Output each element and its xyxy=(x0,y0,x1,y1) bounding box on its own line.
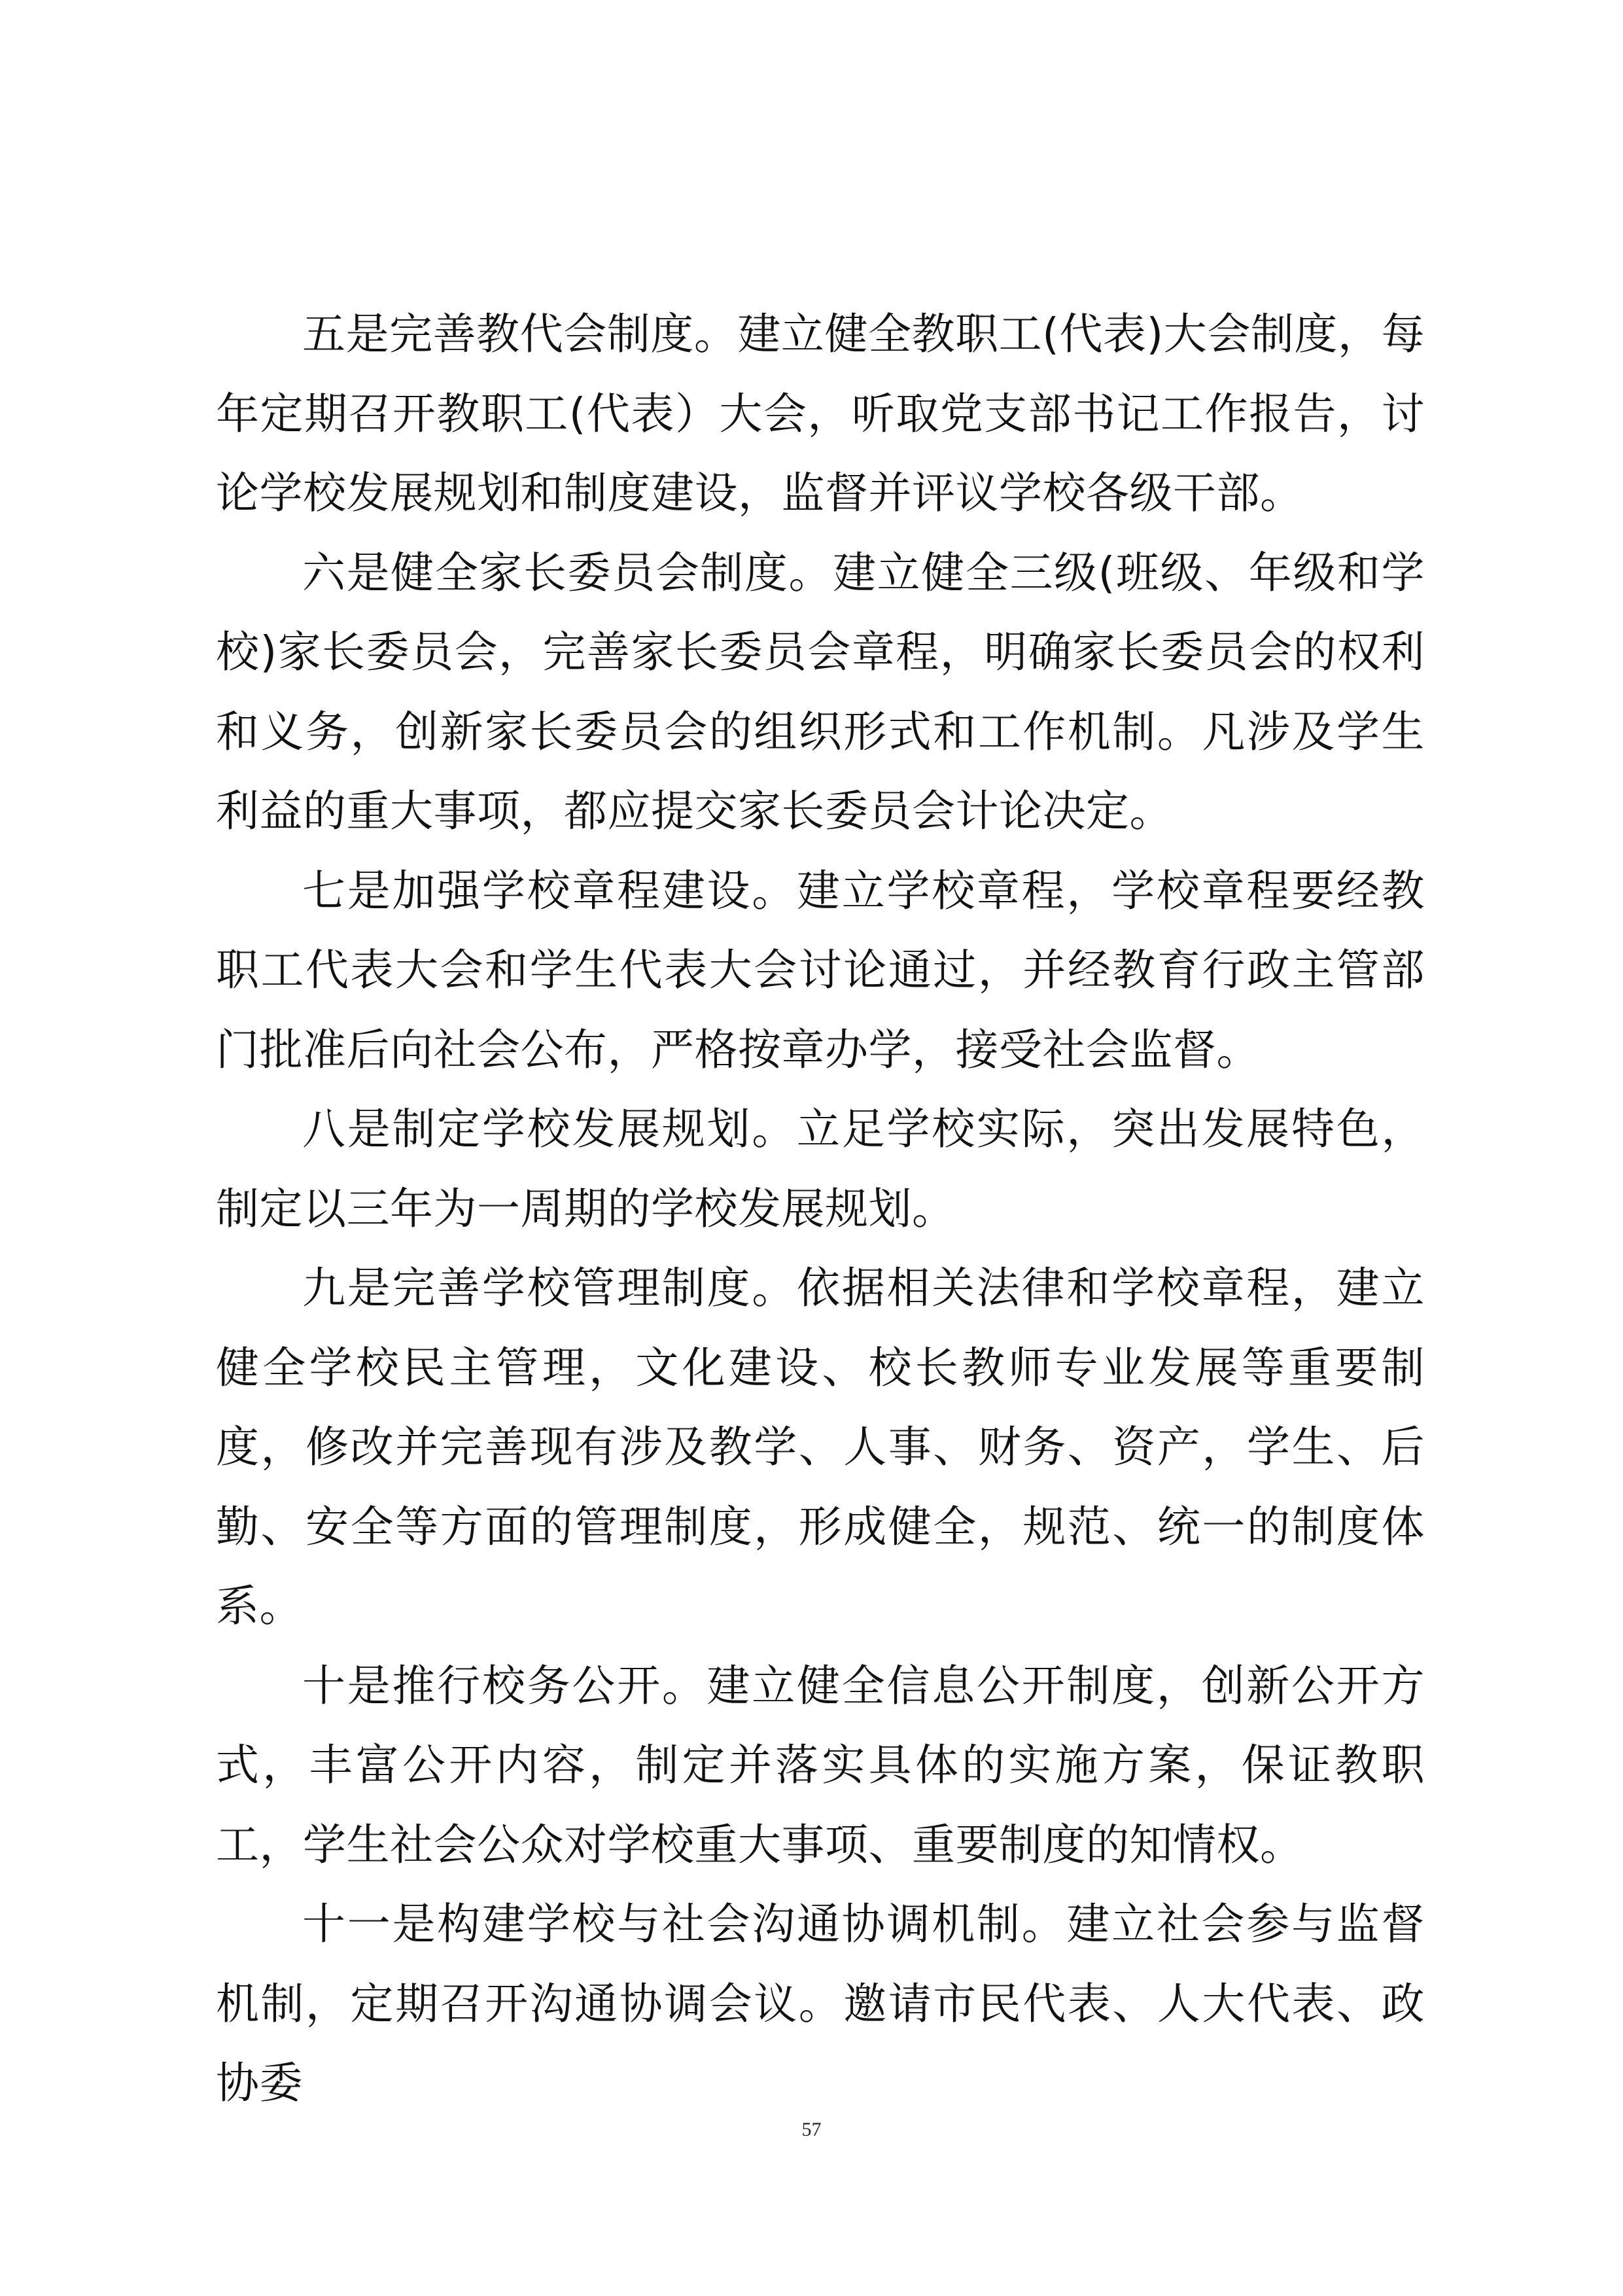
paragraph-10-affairs-disclosure: 十是推行校务公开。建立健全信息公开制度，创新公开方式，丰富公开内容，制定并落实具体的实施方案，保证教职工，学生社会公众对学校重大事项、重要制度的知情权。 xyxy=(216,1660,1425,1870)
paragraph-7-school-charter: 七是加强学校章程建设。建立学校章程，学校章程要经教职工代表大会和学生代表大会讨论通过，并经教育行政主管部门批准后向社会公布，严格按章办学，接受社会监督。 xyxy=(216,865,1425,1075)
paragraph-6-parents-committee: 六是健全家长委员会制度。建立健全三级(班级、年级和学校)家长委员会，完善家长委员会章程，明确家长委员会的权利和义务，创新家长委员会的组织形式和工作机制。凡涉及学生利益的重大事项，都应提交家长委员会计论决定。 xyxy=(216,547,1425,836)
document-body xyxy=(216,294,1425,2123)
paragraph-9-management-system: 九是完善学校管理制度。依据相关法律和学校章程，建立健全学校民主管理，文化建设、校长教师专业发展等重要制度，修改并完善现有涉及教学、人事、财务、资产，学生、后勤、安全等方面的管理制度，形成健全，规范、统一的制度体系。 xyxy=(216,1263,1425,1631)
page-number: 57 xyxy=(801,2119,822,2140)
paragraph-11-community-communication: 十一是构建学校与社会沟通协调机制。建立社会参与监督机制，定期召开沟通协调会议。邀请市民代表、人大代表、政协委 xyxy=(216,1899,1425,2108)
paragraph-8-development-plan: 八是制定学校发展规划。立足学校实际，突出发展特色，制定以三年为一周期的学校发展规划。 xyxy=(216,1104,1425,1234)
paragraph-5-teachers-congress: 五是完善教代会制度。建立健全教职工(代表)大会制度，每年定期召开教职工(代表）大会，听取党支部书记工作报告，讨论学校发展规划和制度建设，监督并评议学校各级干部。 xyxy=(216,309,1425,518)
